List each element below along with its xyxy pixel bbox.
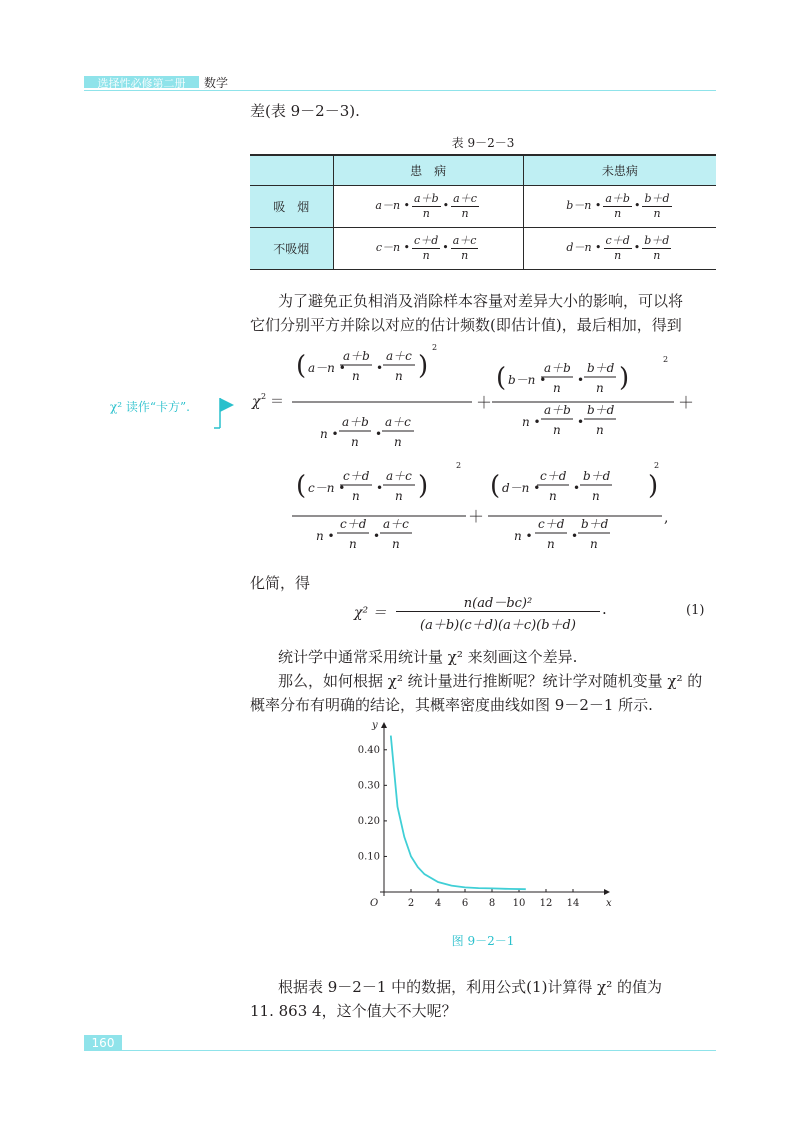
- svg-text:(: (: [496, 363, 507, 393]
- svg-text:•: •: [573, 481, 581, 495]
- svg-text:d－n •: d－n •: [502, 481, 541, 495]
- formula-period: .: [602, 600, 607, 618]
- y-tick-label: 0.10: [357, 851, 380, 863]
- svg-text:a＋b: a＋b: [544, 403, 571, 417]
- svg-text:n: n: [395, 489, 403, 503]
- svg-text:2: 2: [432, 343, 438, 352]
- svg-text:•: •: [376, 361, 384, 375]
- svg-text:n: n: [395, 369, 403, 383]
- table-cell: a－n • $\frac{a+b}{n}$ • $\frac{a+c}{n}$: [333, 185, 523, 227]
- svg-text:•: •: [376, 481, 384, 495]
- svg-text:c＋d: c＋d: [540, 469, 567, 483]
- svg-text:b＋d: b＋d: [581, 517, 609, 531]
- simplify-label: 化简，得: [250, 574, 311, 592]
- svg-text:＋: ＋: [468, 507, 485, 526]
- formula-denominator: (a＋b)(c＋d)(a＋c)(b＋d): [420, 618, 576, 633]
- y-tick-label: 0.20: [357, 815, 380, 827]
- svg-text:n: n: [596, 381, 604, 395]
- svg-text:b＋d: b＋d: [587, 361, 615, 375]
- svg-text:): ): [619, 363, 630, 393]
- svg-text:,: ,: [664, 510, 669, 526]
- book-title: 选择性必修第二册: [97, 77, 186, 90]
- origin-label: O: [370, 898, 379, 909]
- svg-text:•: •: [375, 427, 383, 441]
- svg-text:c＋d: c＋d: [343, 469, 370, 483]
- svg-text:2: 2: [456, 461, 462, 470]
- formula-numerator: n(ad－bc)²: [463, 596, 533, 611]
- svg-text:n: n: [351, 435, 359, 449]
- svg-text:a＋b: a＋b: [544, 361, 571, 375]
- svg-text:2: 2: [654, 461, 660, 470]
- paragraph-line: 根据表 9－2－1 中的数据，利用公式(1)计算得 χ² 的值为: [278, 978, 663, 996]
- x-axis-label: x: [606, 898, 612, 909]
- table-col-header: 患 病: [333, 155, 523, 185]
- svg-text:c＋d: c＋d: [340, 517, 367, 531]
- y-axis-label: y: [372, 720, 378, 731]
- y-axis-arrow-icon: [381, 722, 387, 728]
- svg-text:): ): [418, 471, 429, 501]
- chi-square-density-chart: [354, 720, 616, 920]
- svg-text:b＋d: b＋d: [583, 469, 611, 483]
- svg-text:n •: n •: [320, 427, 339, 441]
- svg-text:a＋b: a＋b: [342, 415, 369, 429]
- svg-text:(: (: [490, 471, 501, 501]
- row-label: 不吸烟: [250, 227, 333, 269]
- x-tick-label: 2: [407, 898, 415, 909]
- svg-text:n: n: [547, 537, 555, 551]
- svg-text:): ): [418, 351, 429, 381]
- footer-rule: [84, 1050, 716, 1051]
- paragraph-line: 统计学中通常采用统计量 χ² 来刻画这个差异.: [278, 648, 578, 666]
- density-curve: [391, 736, 526, 890]
- paragraph-line: 为了避免正负相消及消除样本容量对差异大小的影响，可以将: [278, 292, 684, 310]
- x-tick-label: 12: [539, 898, 553, 909]
- svg-text:n: n: [549, 489, 557, 503]
- svg-text:n: n: [590, 537, 598, 551]
- svg-text:n: n: [349, 537, 357, 551]
- svg-text:(: (: [296, 471, 307, 501]
- x-tick-label: 10: [512, 898, 526, 909]
- data-table: [250, 154, 716, 270]
- svg-text:a＋c: a＋c: [386, 349, 412, 363]
- svg-text:n: n: [392, 537, 400, 551]
- table-caption: 表 9－2－3: [451, 136, 515, 150]
- svg-text:n •: n •: [514, 529, 533, 543]
- svg-text:(: (: [296, 351, 307, 381]
- paragraph-line: 11. 863 4，这个值大不大呢？: [250, 1002, 457, 1020]
- svg-text:2: 2: [261, 392, 267, 401]
- chi-square-expansion-formula: [250, 338, 716, 570]
- paragraph-line: 概率分布有明确的结论，其概率密度曲线如图 9－2－1 所示.: [250, 696, 653, 714]
- x-axis-arrow-icon: [604, 889, 610, 895]
- table-cell: b－n • $\frac{a+b}{n}$ • $\frac{b+d}{n}$: [523, 185, 716, 227]
- svg-text:n: n: [592, 489, 600, 503]
- side-note: χ² 读作“卡方”.: [110, 400, 190, 414]
- table-corner: [250, 155, 333, 185]
- figure-caption: 图 9－2－1: [451, 934, 515, 948]
- svg-text:n •: n •: [522, 415, 541, 429]
- formula-tag: (1): [686, 603, 705, 618]
- paragraph-line: 那么，如何根据 χ² 统计量进行推断呢？统计学对随机变量 χ² 的: [278, 672, 703, 690]
- svg-text:χ: χ: [252, 394, 261, 410]
- y-tick-label: 0.30: [357, 780, 380, 792]
- svg-text:•: •: [577, 373, 585, 387]
- svg-text:n: n: [352, 489, 360, 503]
- svg-text:a＋c: a＋c: [385, 415, 411, 429]
- svg-text:n: n: [553, 423, 561, 437]
- svg-text:•: •: [373, 529, 381, 543]
- svg-text:n: n: [352, 369, 360, 383]
- subject-label: 数学: [204, 76, 229, 90]
- row-label: 吸 烟: [250, 185, 333, 227]
- svg-text:): ): [648, 471, 659, 501]
- y-tick-label: 0.40: [357, 744, 380, 756]
- page-number: 160: [91, 1036, 115, 1050]
- svg-text:＋: ＋: [476, 393, 493, 412]
- table-col-header: 未患病: [523, 155, 716, 185]
- svg-text:n: n: [394, 435, 402, 449]
- side-note-flag-icon: [214, 396, 236, 430]
- table-cell: c－n • $\frac{c+d}{n}$ • $\frac{a+c}{n}$: [333, 227, 523, 269]
- header-rule: [84, 90, 716, 91]
- formula-lhs: χ² ＝: [354, 605, 387, 621]
- svg-text:c＋d: c＋d: [538, 517, 565, 531]
- svg-text:•: •: [577, 415, 585, 429]
- svg-text:a＋b: a＋b: [343, 349, 370, 363]
- svg-text:n •: n •: [316, 529, 335, 543]
- table-row: [250, 227, 716, 269]
- svg-text:＝: ＝: [270, 394, 284, 410]
- svg-text:n: n: [596, 423, 604, 437]
- svg-text:a－n •: a－n •: [308, 361, 346, 375]
- x-tick-label: 6: [461, 898, 469, 909]
- svg-text:b＋d: b＋d: [587, 403, 615, 417]
- svg-text:a＋c: a＋c: [386, 469, 412, 483]
- formula-fraction-bar: [396, 611, 600, 612]
- svg-text:•: •: [571, 529, 579, 543]
- table-cell: d－n • $\frac{c+d}{n}$ • $\frac{b+d}{n}$: [523, 227, 716, 269]
- svg-text:＋: ＋: [678, 393, 695, 412]
- paragraph-line: 它们分别平方并除以对应的估计频数(即估计值)，最后相加，得到: [250, 316, 682, 334]
- table-row: [250, 185, 716, 227]
- svg-text:c－n •: c－n •: [308, 481, 346, 495]
- x-tick-label: 8: [488, 898, 496, 909]
- x-tick-label: 4: [434, 898, 442, 909]
- svg-text:2: 2: [663, 355, 669, 364]
- x-tick-label: 14: [566, 898, 580, 909]
- svg-text:a＋c: a＋c: [383, 517, 409, 531]
- svg-text:n: n: [553, 381, 561, 395]
- svg-text:b－n •: b－n •: [508, 373, 547, 387]
- intro-line: 差(表 9－2－3).: [250, 102, 360, 120]
